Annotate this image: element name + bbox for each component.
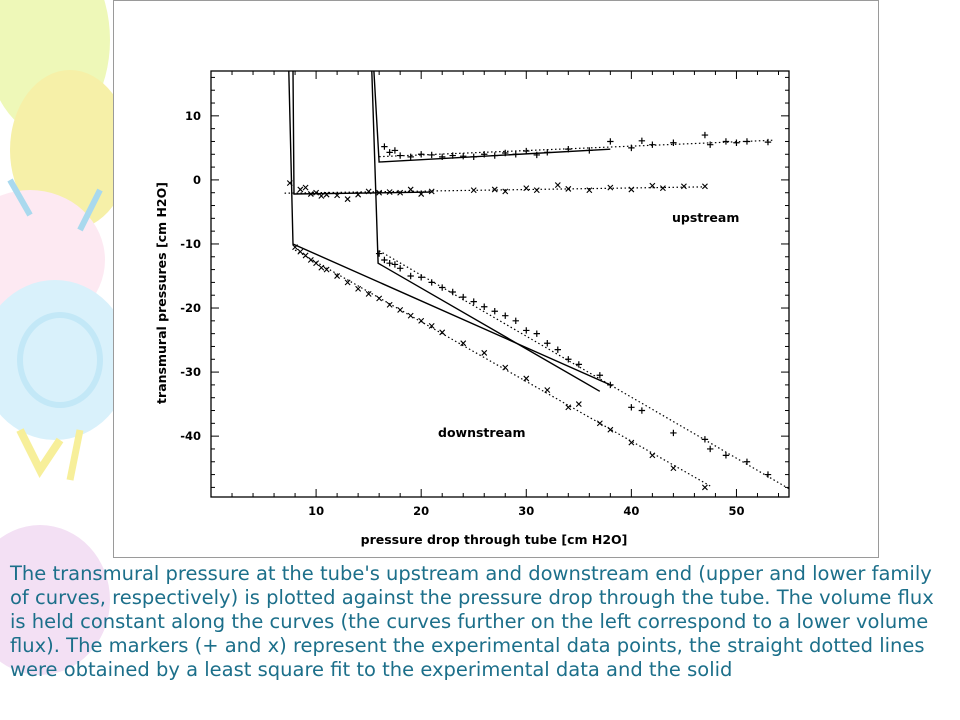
plus-marker (428, 152, 434, 158)
y-tick-label: -30 (180, 365, 201, 380)
x-marker (681, 184, 686, 189)
x-marker (566, 405, 571, 410)
x-tick-label: 10 (308, 504, 325, 518)
x-marker (671, 466, 676, 471)
x-marker (324, 192, 329, 197)
fit-line (379, 140, 773, 156)
plus-marker (460, 153, 466, 159)
x-marker (298, 187, 303, 192)
annotation-downstream: downstream (438, 425, 526, 440)
y-axis-label: transmural pressures [cm H2O] (154, 182, 169, 404)
chart-text (154, 182, 739, 547)
x-marker (314, 261, 319, 266)
plus-marker (744, 138, 750, 144)
transmural-pressure-chart (114, 1, 878, 557)
plus-marker (418, 274, 424, 280)
plus-marker (576, 361, 582, 367)
plus-marker (481, 304, 487, 310)
plus-marker (765, 471, 771, 477)
x-marker (387, 302, 392, 307)
model-curve (374, 71, 610, 162)
x-marker (608, 185, 613, 190)
model-curve (293, 71, 432, 194)
plus-marker (513, 318, 519, 324)
plus-marker (428, 279, 434, 285)
model-curve (372, 71, 600, 391)
x-marker (555, 182, 560, 187)
plus-marker (418, 151, 424, 157)
plus-marker (381, 257, 387, 263)
plus-marker (376, 250, 382, 256)
plus-marker (492, 152, 498, 158)
fit-line (379, 251, 789, 489)
chart-panel (113, 0, 879, 558)
plus-marker (639, 407, 645, 413)
fit-line (295, 250, 710, 486)
plus-marker (607, 138, 613, 144)
plus-marker (702, 132, 708, 138)
x-marker (503, 365, 508, 370)
y-tick-label: -20 (180, 301, 201, 316)
plus-marker (555, 346, 561, 352)
plus-marker (534, 330, 540, 336)
plus-marker (513, 151, 519, 157)
x-marker (650, 453, 655, 458)
y-tick-label: 10 (184, 108, 201, 123)
x-marker (303, 185, 308, 190)
x-marker (702, 184, 707, 189)
x-marker (471, 188, 476, 193)
plus-marker (707, 446, 713, 452)
plus-marker (723, 452, 729, 458)
x-marker (650, 183, 655, 188)
plus-marker (397, 152, 403, 158)
x-marker (419, 318, 424, 323)
plus-marker (492, 308, 498, 314)
x-tick-label: 20 (413, 504, 430, 518)
plus-marker (407, 154, 413, 160)
y-tick-label: 0 (192, 172, 201, 187)
plus-marker (386, 260, 392, 266)
annotation-upstream: upstream (672, 210, 740, 225)
plus-marker (471, 298, 477, 304)
plus-marker (649, 141, 655, 147)
x-tick-label: 40 (623, 504, 640, 518)
x-marker (408, 313, 413, 318)
x-marker (702, 485, 707, 490)
x-marker (319, 265, 324, 270)
plus-marker (439, 284, 445, 290)
plus-marker (544, 149, 550, 155)
plus-marker (628, 404, 634, 410)
plus-marker (392, 261, 398, 267)
plus-marker (733, 140, 739, 146)
plus-marker (397, 265, 403, 271)
x-marker (303, 253, 308, 258)
x-marker (398, 307, 403, 312)
x-marker (408, 187, 413, 192)
plus-marker (639, 138, 645, 144)
model-curve (289, 71, 611, 385)
x-marker (660, 186, 665, 191)
x-marker (545, 387, 550, 392)
x-marker (298, 249, 303, 254)
figure-caption: The transmural pressure at the tube's upstream and downstream end (upper and lower family of curves, respectively) is plotted against the pressure drop through the tube. The volume flux is held constant along the curves (the curves further on the left correspond to a lower volume flux). The markers (+ and x) represent the experimental data points, the straight dotted lines were obtained by a least square fit to the experimental data and the solid (10, 562, 934, 681)
plus-marker (407, 273, 413, 279)
x-marker (566, 186, 571, 191)
plus-marker (450, 289, 456, 295)
model-curves (289, 71, 611, 391)
plus-marker (670, 430, 676, 436)
x-marker (345, 197, 350, 202)
x-marker (629, 187, 634, 192)
axes (180, 71, 789, 518)
plus-marker (607, 382, 613, 388)
plus-marker (744, 459, 750, 465)
plus-marker (765, 139, 771, 145)
y-tick-label: -40 (180, 429, 201, 444)
plus-marker (381, 143, 387, 149)
x-marker (356, 286, 361, 291)
x-marker (524, 186, 529, 191)
x-marker (377, 296, 382, 301)
plus-marker (502, 313, 508, 319)
plus-marker (702, 436, 708, 442)
y-tick-label: -10 (180, 236, 201, 251)
plus-marker (471, 154, 477, 160)
x-marker (482, 350, 487, 355)
x-axis-label: pressure drop through tube [cm H2O] (360, 532, 628, 547)
x-tick-label: 30 (518, 504, 535, 518)
plus-marker (544, 340, 550, 346)
x-marker (597, 421, 602, 426)
plus-marker (523, 327, 529, 333)
plus-marker (628, 145, 634, 151)
plus-marker (460, 294, 466, 300)
x-marker (524, 376, 529, 381)
x-marker (534, 188, 539, 193)
x-marker (576, 402, 581, 407)
plus-marker (723, 138, 729, 144)
x-tick-label: 50 (728, 504, 745, 518)
